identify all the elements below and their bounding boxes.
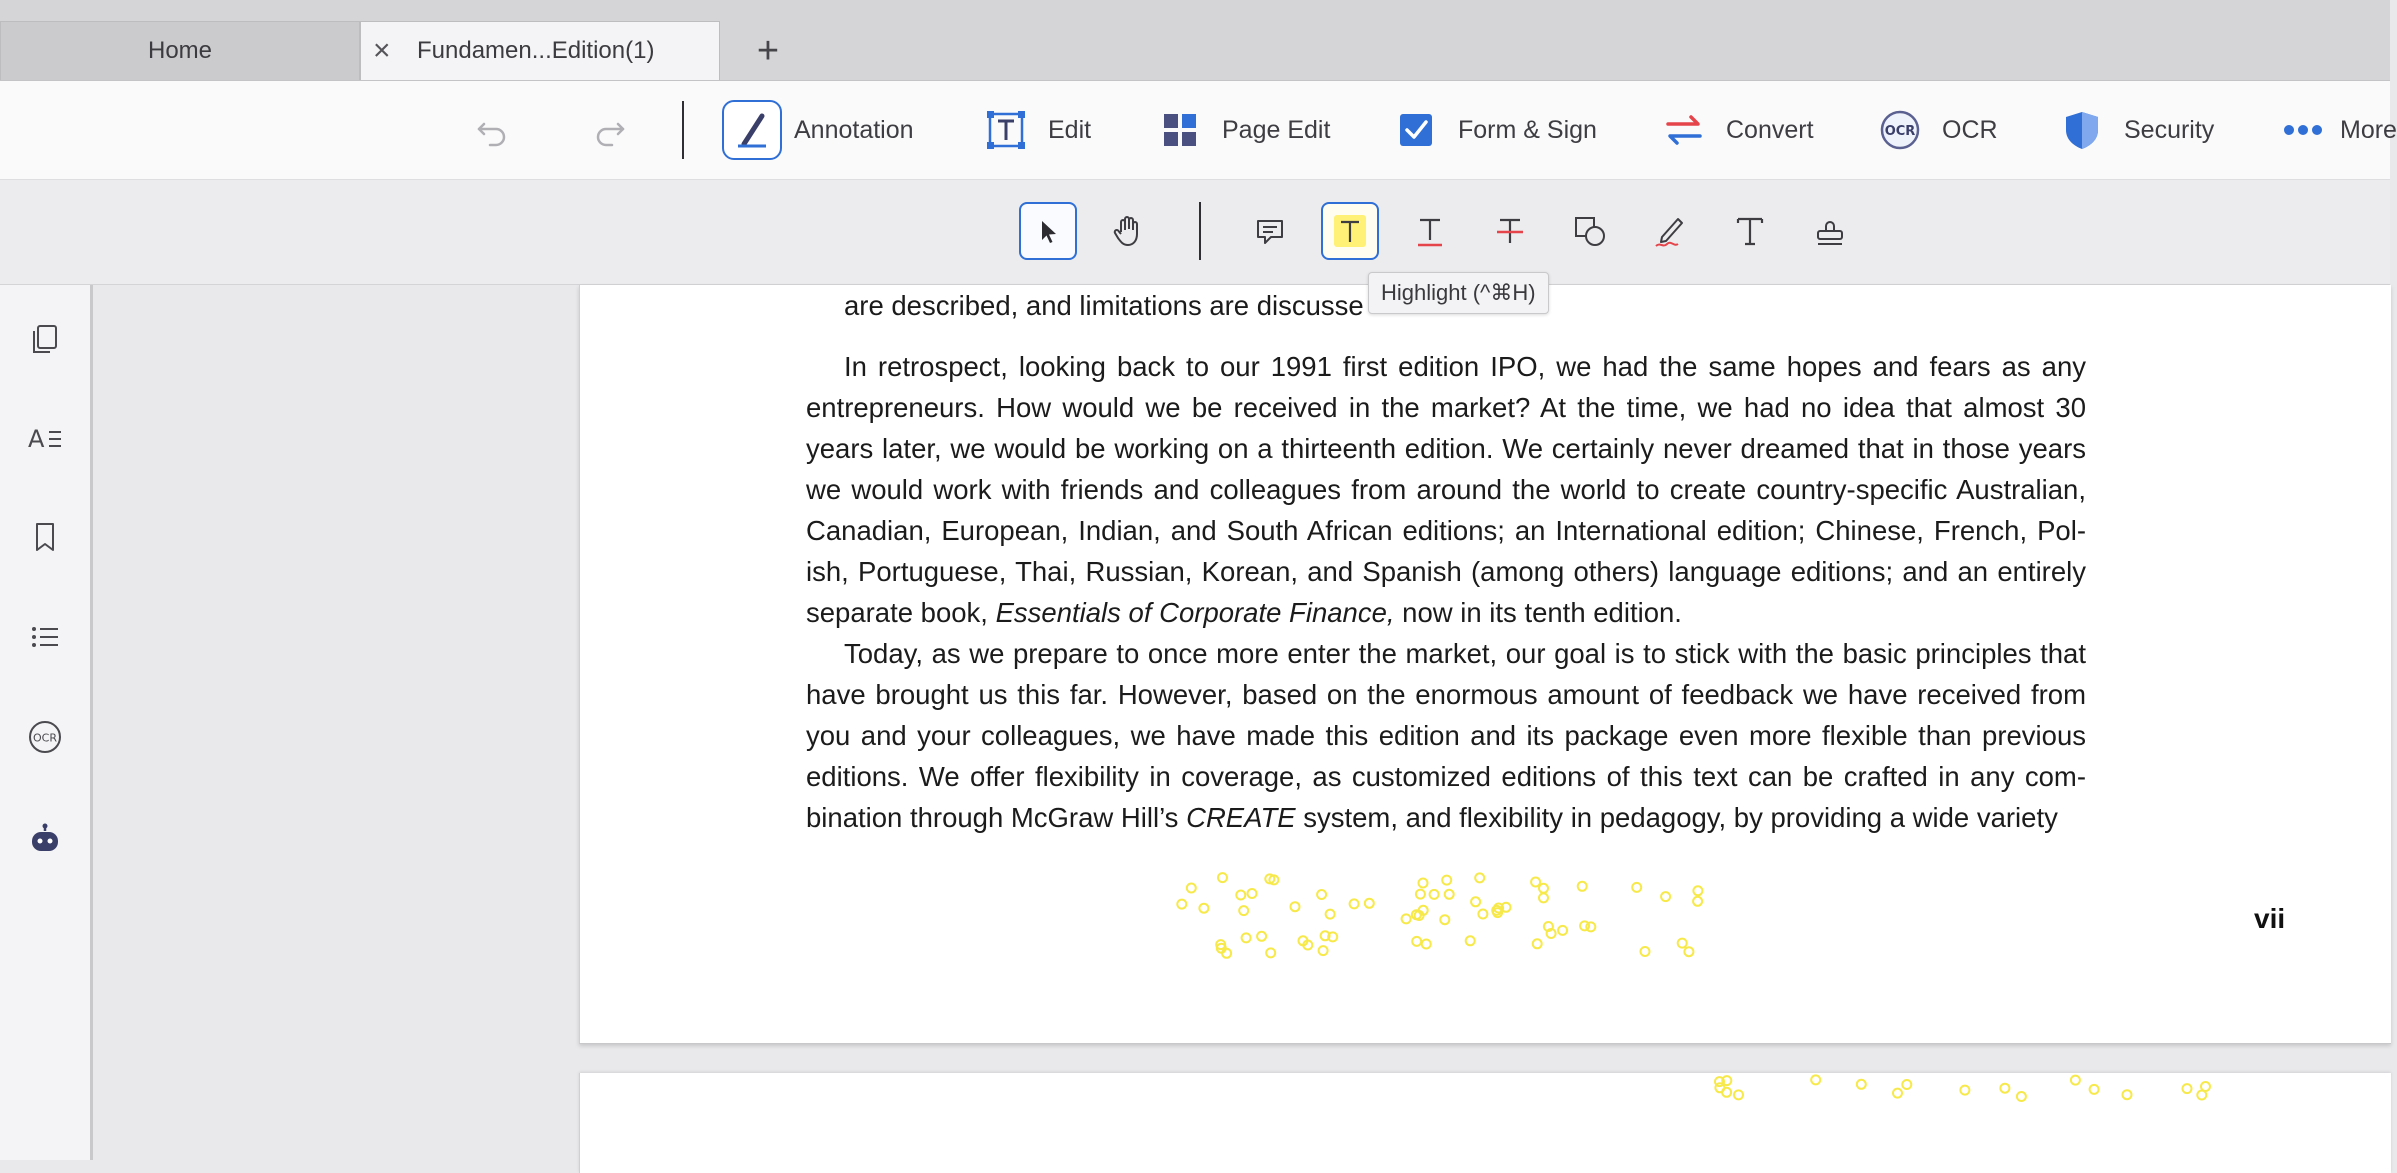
highlight-dot bbox=[1539, 893, 1548, 902]
security-menu[interactable] bbox=[2052, 81, 2214, 179]
highlight-dot bbox=[1442, 876, 1451, 885]
plus-icon: + bbox=[756, 29, 780, 72]
text-t-icon bbox=[1732, 213, 1768, 249]
highlight-dot bbox=[1248, 889, 1257, 898]
svg-text:OCR: OCR bbox=[33, 731, 57, 745]
highlight-dot bbox=[1266, 948, 1275, 957]
ocr-icon[interactable] bbox=[23, 715, 67, 759]
shapes-icon bbox=[1572, 213, 1608, 249]
tab-document[interactable] bbox=[360, 21, 720, 80]
ai-assistant-icon[interactable] bbox=[23, 817, 67, 861]
text-tool-button[interactable] bbox=[1721, 202, 1779, 260]
convert-arrows-icon bbox=[1654, 100, 1714, 160]
annotation-toolbar bbox=[0, 180, 2390, 285]
hand-icon bbox=[1111, 214, 1145, 248]
undo-icon bbox=[472, 110, 512, 150]
highlight-dot bbox=[1715, 1083, 1724, 1092]
highlight-dot bbox=[1478, 910, 1487, 919]
strikethrough-icon bbox=[1492, 213, 1528, 249]
highlight-dot bbox=[1402, 914, 1411, 923]
svg-text:A: A bbox=[28, 425, 45, 453]
highlight-dot bbox=[1440, 915, 1449, 924]
page-edit-label: Page Edit bbox=[1222, 115, 1331, 144]
highlight-dot bbox=[2017, 1092, 2026, 1101]
svg-text:OCR: OCR bbox=[1884, 124, 1916, 139]
undo-button[interactable] bbox=[472, 81, 512, 179]
highlight-dot bbox=[1811, 1075, 1820, 1084]
highlight-dot bbox=[2123, 1090, 2132, 1099]
highlight-dot bbox=[1430, 890, 1439, 899]
highlight-dot bbox=[1632, 883, 1641, 892]
highlight-dot bbox=[1412, 937, 1421, 946]
stamp-tool-button[interactable] bbox=[1801, 202, 1859, 260]
tab-bar bbox=[0, 0, 2390, 81]
highlight-dot bbox=[1416, 890, 1425, 899]
edit-text-icon bbox=[976, 100, 1036, 160]
annotation-label: Annotation bbox=[794, 115, 914, 144]
checkbox-icon bbox=[1386, 100, 1446, 160]
comment-icon bbox=[1253, 214, 1287, 248]
highlight-dot bbox=[1317, 890, 1326, 899]
page-grid-icon bbox=[1150, 100, 1210, 160]
shapes-tool-button[interactable] bbox=[1561, 202, 1619, 260]
highlight-dot bbox=[2183, 1084, 2192, 1093]
highlight-dot bbox=[1257, 932, 1266, 941]
form-sign-menu[interactable] bbox=[1386, 81, 1597, 179]
highlight-icon bbox=[1331, 212, 1369, 250]
strikethrough-tool-button[interactable] bbox=[1481, 202, 1539, 260]
more-dots-icon bbox=[2278, 100, 2328, 160]
cursor-arrow-icon bbox=[1033, 216, 1063, 246]
comment-tool-button[interactable] bbox=[1241, 202, 1299, 260]
outline-list-icon[interactable] bbox=[23, 615, 67, 659]
new-tab-button[interactable] bbox=[740, 26, 796, 76]
highlight-dot bbox=[1218, 873, 1227, 882]
highlight-dot bbox=[1661, 892, 1670, 901]
document-page bbox=[579, 285, 2391, 1044]
highlight-dot bbox=[1539, 884, 1548, 893]
highlight-dot bbox=[2090, 1085, 2099, 1094]
pages-icon[interactable] bbox=[23, 317, 67, 361]
highlight-dot bbox=[2000, 1084, 2009, 1093]
highlight-dot bbox=[1326, 910, 1335, 919]
highlight-dot bbox=[1533, 939, 1542, 948]
underline-icon bbox=[1412, 213, 1448, 249]
highlight-dot bbox=[1236, 891, 1245, 900]
annotation-pen-icon bbox=[722, 100, 782, 160]
page-number: vii bbox=[2254, 903, 2286, 934]
main-toolbar bbox=[0, 81, 2397, 180]
highlight-dot bbox=[1319, 946, 1328, 955]
highlight-dot bbox=[1693, 886, 1702, 895]
highlight-dots-decoration bbox=[1660, 1073, 2260, 1103]
highlight-dot bbox=[1445, 890, 1454, 899]
edit-label: Edit bbox=[1048, 115, 1092, 144]
convert-label: Convert bbox=[1726, 115, 1814, 144]
stamp-icon bbox=[1812, 213, 1848, 249]
highlight-dot bbox=[1242, 933, 1251, 942]
pencil-icon bbox=[1652, 213, 1688, 249]
paragraph-retrospect: In retrospect, looking back to our 1991 first edition IPO, we had the same hopes and fears as any entrepreneurs. How would we be received in the market? At the time, we had no idea that almost 30 years later, we would be working on a thirteenth edition. We certainly never dreamed that in those years we would work with friends and colleagues from around the world to create country-specific Australian, Canadian, European, Indian, and South African editions; an International edition; Chinese, French, Pol-ish, Portuguese, Thai, Russian, Korean, and Spanish (among others) language editions; and an entirely separate book, Essentials of Corporate Finance, now in its tenth edition. bbox=[806, 351, 2086, 628]
ocr-label: OCR bbox=[1942, 115, 1998, 144]
close-icon[interactable]: × bbox=[373, 34, 391, 67]
highlight-dot bbox=[2071, 1076, 2080, 1085]
form-sign-label: Form & Sign bbox=[1458, 115, 1597, 144]
redo-icon bbox=[590, 110, 630, 150]
highlight-dot bbox=[1291, 902, 1300, 911]
highlight-dot bbox=[1693, 897, 1702, 906]
security-label: Security bbox=[2124, 115, 2215, 144]
shield-icon bbox=[2052, 100, 2112, 160]
highlight-dot bbox=[1960, 1086, 1969, 1095]
more-label: More bbox=[2340, 115, 2397, 144]
tab-document-label: Fundamen...Edition(1) bbox=[417, 37, 655, 64]
highlight-dot bbox=[1578, 882, 1587, 891]
highlight-dot bbox=[1187, 884, 1196, 893]
highlight-dot bbox=[1684, 947, 1693, 956]
select-tool-button[interactable] bbox=[1019, 202, 1077, 260]
highlight-dot bbox=[1558, 926, 1567, 935]
more-menu[interactable] bbox=[2278, 81, 2397, 179]
underline-tool-button[interactable] bbox=[1401, 202, 1459, 260]
highlight-dot bbox=[1902, 1080, 1911, 1089]
highlight-dot bbox=[1678, 939, 1687, 948]
side-rail bbox=[0, 285, 93, 1160]
highlight-dot bbox=[1419, 879, 1428, 888]
document-page-next bbox=[579, 1073, 2391, 1173]
highlight-dot bbox=[1580, 921, 1589, 930]
highlight-dot bbox=[1350, 899, 1359, 908]
highlight-dot bbox=[1466, 936, 1475, 945]
highlight-dot bbox=[1857, 1080, 1866, 1089]
annotation-divider bbox=[1199, 202, 1201, 260]
highlight-dot bbox=[1365, 899, 1374, 908]
highlight-dot bbox=[1734, 1090, 1743, 1099]
text-line-partial: are described, and limitations are discusse bbox=[844, 290, 1364, 321]
ocr-icon bbox=[1870, 100, 1930, 160]
highlight-dot bbox=[1893, 1089, 1902, 1098]
highlight-tooltip: Highlight (^⌘H) bbox=[1368, 272, 1549, 314]
highlight-dots-decoration bbox=[1170, 870, 1730, 960]
highlight-dot bbox=[1222, 949, 1231, 958]
paragraph-today: Today, as we prepare to once more enter the market, our goal is to stick with the basic principles that have brought us this far. However, based on the enormous amount of feedback we have received from you and your colleagues, we have made this edition and its package even more flexible than previous editions. We offer flexibility in coverage, as customized editions of this text can be crafted in any com-bination through McGraw Hill’s CREATE system, and flexibility in pedagogy, by providing a wide variety bbox=[806, 638, 2086, 833]
highlight-dot bbox=[1475, 873, 1484, 882]
highlight-dot bbox=[1199, 904, 1208, 913]
toolbar-divider bbox=[682, 101, 684, 159]
redo-button[interactable] bbox=[590, 81, 630, 179]
tab-home[interactable] bbox=[0, 21, 360, 80]
highlight-dot bbox=[1177, 900, 1186, 909]
edit-menu[interactable] bbox=[976, 81, 1091, 179]
text-recognition-icon[interactable] bbox=[23, 417, 67, 461]
ocr-menu[interactable] bbox=[1870, 81, 1998, 179]
hand-tool-button[interactable] bbox=[1099, 202, 1157, 260]
highlight-tool-button[interactable] bbox=[1321, 202, 1379, 260]
highlight-dot bbox=[2201, 1082, 2210, 1091]
pencil-tool-button[interactable] bbox=[1641, 202, 1699, 260]
highlight-dot bbox=[1531, 878, 1540, 887]
bookmark-icon[interactable] bbox=[23, 515, 67, 559]
tab-home-label: Home bbox=[147, 37, 213, 64]
annotation-menu[interactable] bbox=[722, 81, 914, 179]
highlight-dot bbox=[1641, 947, 1650, 956]
highlight-dot bbox=[1422, 940, 1431, 949]
highlight-dot bbox=[1239, 906, 1248, 915]
page-edit-menu[interactable] bbox=[1150, 81, 1330, 179]
highlight-dot bbox=[1471, 897, 1480, 906]
convert-menu[interactable] bbox=[1654, 81, 1814, 179]
